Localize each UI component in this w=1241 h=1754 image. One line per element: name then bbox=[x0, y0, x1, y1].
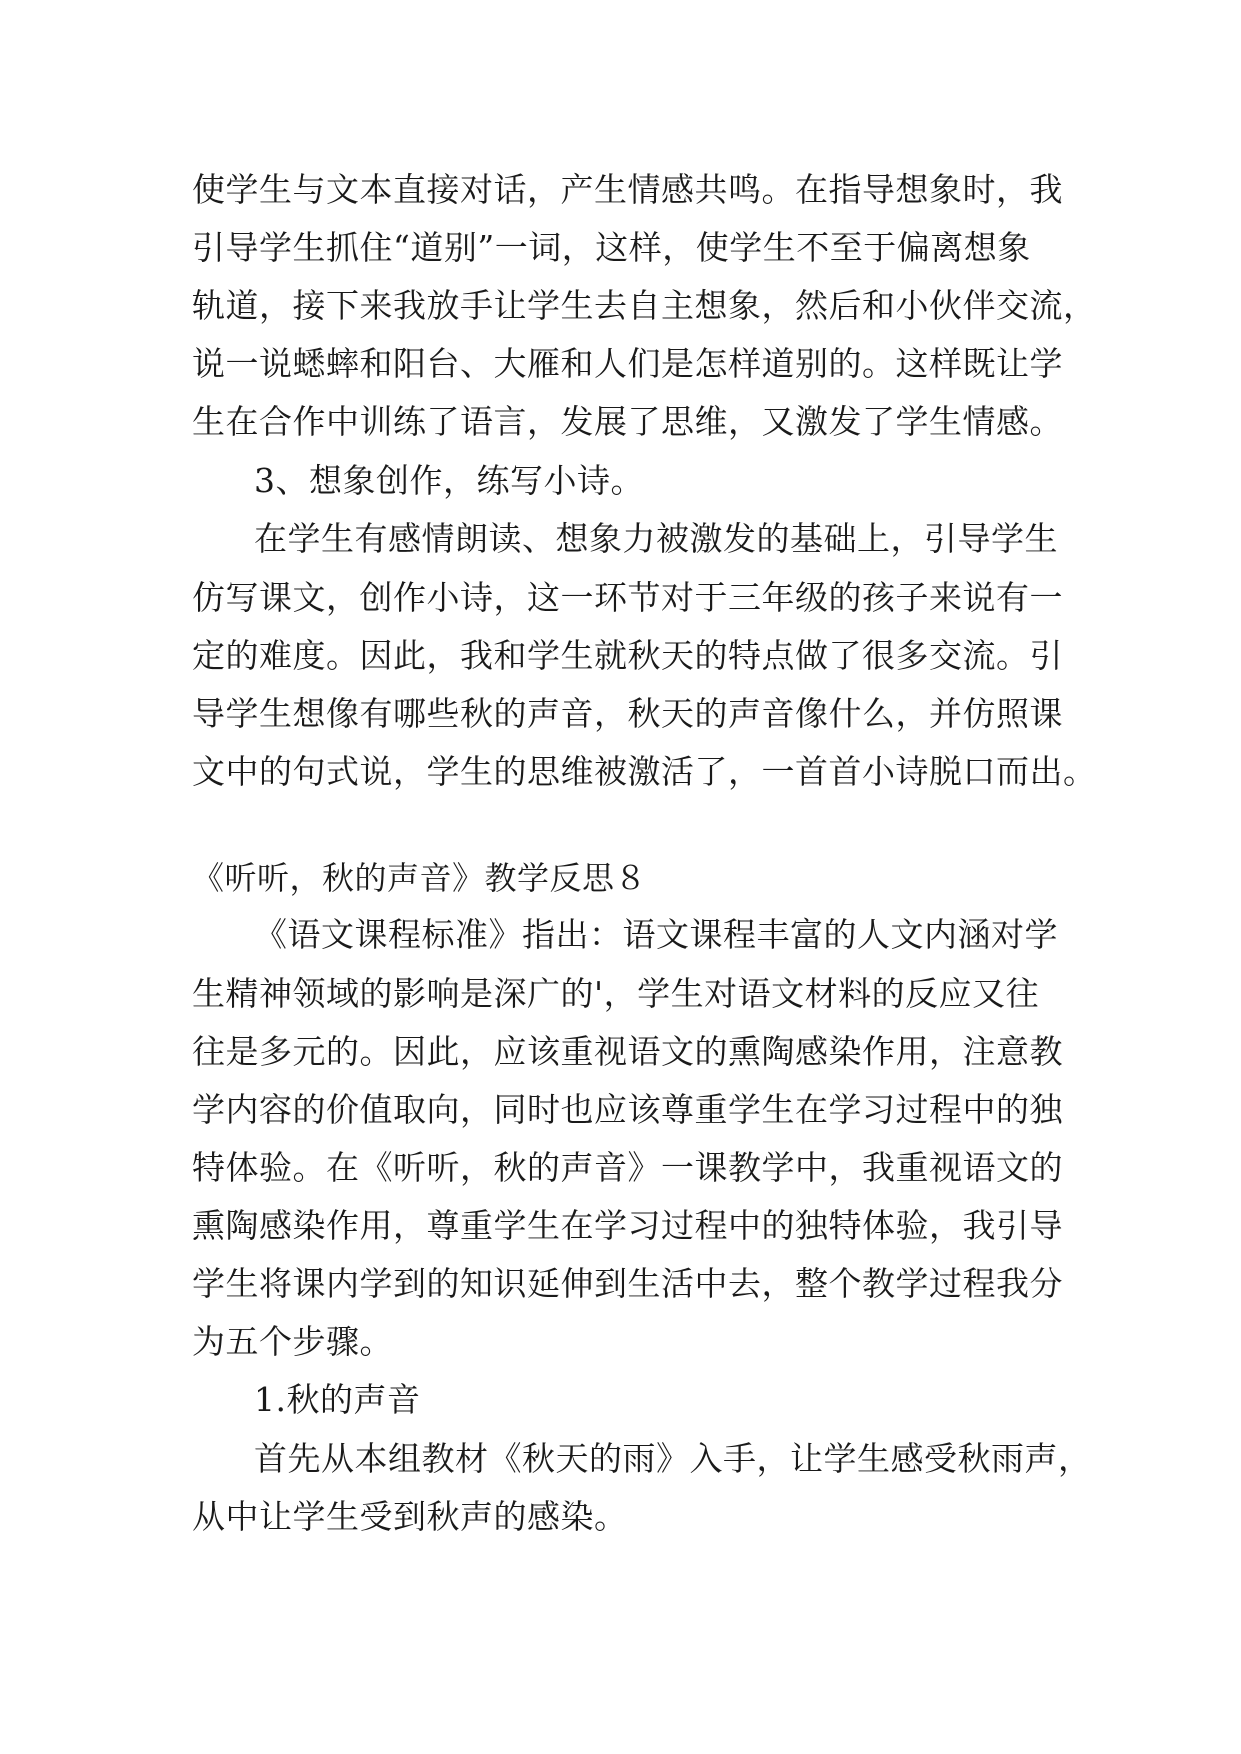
text-line: 在学生有感情朗读、想象力被激发的基础上，引导学生 bbox=[254, 519, 1058, 558]
text-line: 定的难度。因此，我和学生就秋天的特点做了很多交流。引 bbox=[192, 636, 1063, 675]
text-line: 文中的句式说，学生的思维被激活了，一首首小诗脱口而出。 bbox=[192, 752, 1097, 791]
text-line: 生精神领域的影响是深广的'，学生对语文材料的反应又往 bbox=[192, 974, 1040, 1013]
text-line: 引导学生抓住“道别”一词，这样，使学生不至于偏离想象 bbox=[192, 228, 1031, 267]
text-line: 从中让学生受到秋声的感染。 bbox=[192, 1497, 628, 1536]
text-line: 学内容的价值取向，同时也应该尊重学生在学习过程中的独 bbox=[192, 1090, 1063, 1129]
subheading: 3、想象创作，练写小诗。 bbox=[254, 461, 644, 500]
text-line: 特体验。在《听听，秋的声音》一课教学中，我重视语文的 bbox=[192, 1148, 1063, 1187]
text-line: 《语文课程标准》指出：语文课程丰富的人文内涵对学 bbox=[254, 915, 1058, 954]
text-line: 学生将课内学到的知识延伸到生活中去，整个教学过程我分 bbox=[192, 1264, 1063, 1303]
text-line: 为五个步骤。 bbox=[192, 1322, 393, 1361]
text-line: 导学生想像有哪些秋的声音，秋天的声音像什么，并仿照课 bbox=[192, 694, 1063, 733]
text-line: 轨道，接下来我放手让学生去自主想象，然后和小伙伴交流， bbox=[192, 286, 1097, 325]
text-line: 往是多元的。因此，应该重视语文的熏陶感染作用，注意教 bbox=[192, 1032, 1063, 1071]
text-line: 熏陶感染作用，尊重学生在学习过程中的独特体验，我引导 bbox=[192, 1206, 1063, 1245]
subheading: 1.秋的声音 bbox=[254, 1380, 421, 1419]
text-line: 生在合作中训练了语言，发展了思维，又激发了学生情感。 bbox=[192, 402, 1063, 441]
text-line: 仿写课文，创作小诗，这一环节对于三年级的孩子来说有一 bbox=[192, 578, 1063, 617]
section-title: 《听听，秋的声音》教学反思８ bbox=[192, 859, 648, 897]
text-line: 说一说蟋蟀和阳台、大雁和人们是怎样道别的。这样既让学 bbox=[192, 344, 1063, 383]
text-line: 首先从本组教材《秋天的雨》入手，让学生感受秋雨声， bbox=[254, 1439, 1092, 1478]
text-line: 使学生与文本直接对话，产生情感共鸣。在指导想象时，我 bbox=[192, 170, 1063, 209]
